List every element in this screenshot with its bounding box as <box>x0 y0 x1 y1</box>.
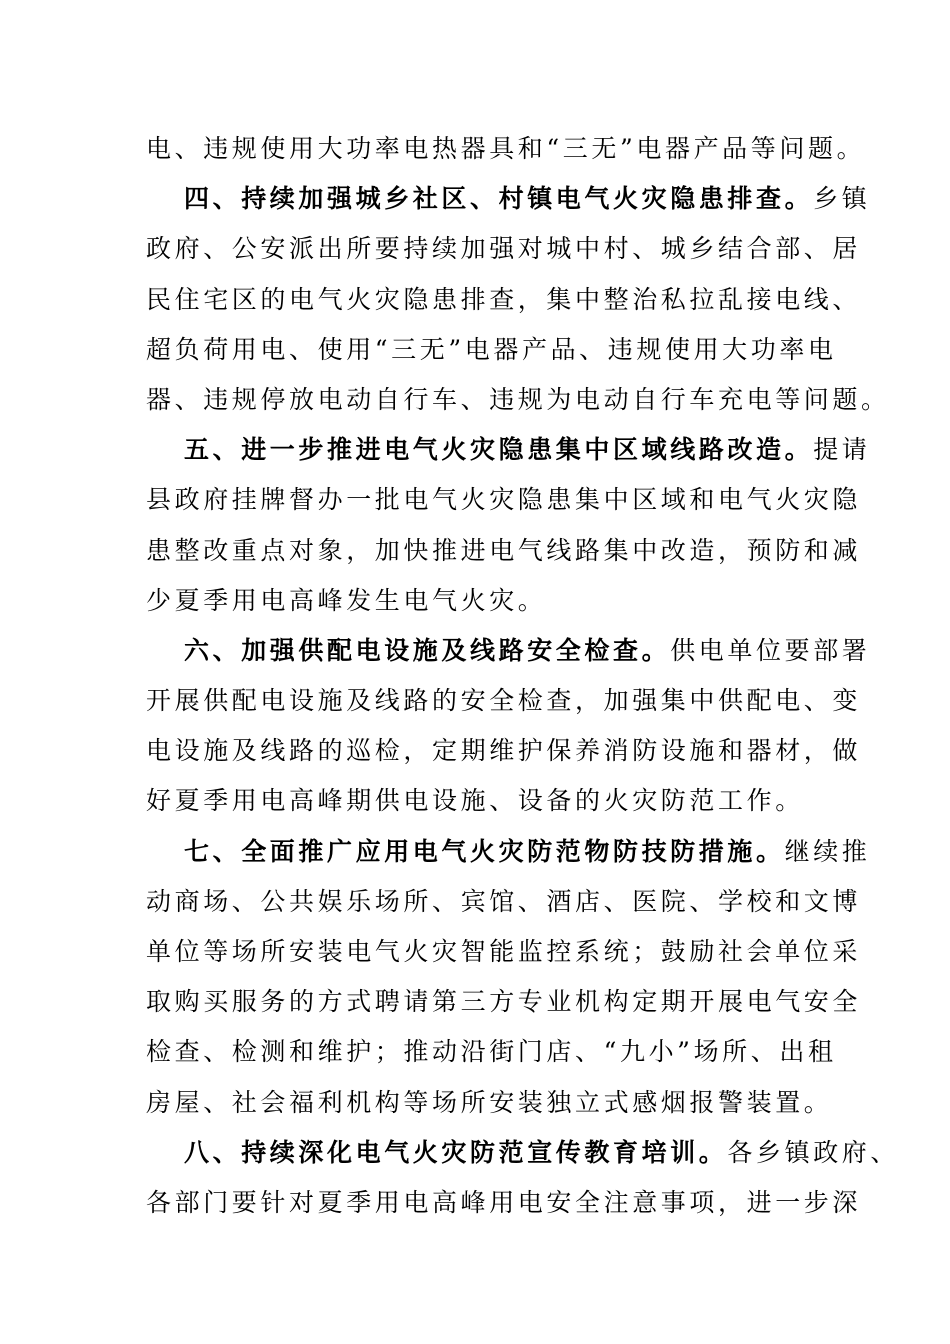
line-text: 政府、公安派出所要持续加强对城中村、城乡结合部、居 <box>146 234 862 264</box>
body-text-line <box>146 776 826 826</box>
section-heading: 八、持续深化电气火灾防范宣传教育培训。 <box>184 1137 728 1167</box>
body-text-line <box>146 927 862 977</box>
body-text-line <box>146 475 862 525</box>
body-text-line <box>146 224 862 274</box>
body-text-line <box>146 1027 837 1077</box>
line-text: 器、违规停放电动自行车、违规为电动自行车充电等问题。 <box>146 384 890 414</box>
body-text-line <box>146 877 862 927</box>
line-text: 好夏季用电高峰期供电设施、设备的火灾防范工作。 <box>146 786 804 816</box>
body-text-line <box>146 1078 833 1128</box>
line-text: 超负荷用电、使用“三无”电器产品、违规使用大功率电 <box>146 334 837 364</box>
body-text-line <box>146 275 862 325</box>
section-heading-line <box>146 827 871 877</box>
line-text: 乡镇 <box>813 184 871 214</box>
line-text: 开展供配电设施及线路的安全检查，加强集中供配电、变 <box>146 686 862 716</box>
line-text: 电设施及线路的巡检，定期维护保养消防设施和器材，做 <box>146 736 862 766</box>
line-text: 检查、检测和维护；推动沿街门店、“九小”场所、出租 <box>146 1037 837 1067</box>
section-heading: 六、加强供配电设施及线路安全检查。 <box>184 635 671 665</box>
line-text: 民住宅区的电气火灾隐患排查，集中整治私拉乱接电线、 <box>146 284 862 314</box>
section-heading-line <box>146 1128 900 1178</box>
section-heading-line <box>146 174 871 224</box>
document-body <box>146 124 900 1228</box>
line-text: 房屋、社会福利机构等场所安装独立式感烟报警装置。 <box>146 1087 833 1117</box>
body-text-line <box>146 526 862 576</box>
body-text-line <box>146 124 866 174</box>
body-text-line <box>146 726 862 776</box>
line-text: 单位等场所安装电气火灾智能监控系统；鼓励社会单位采 <box>146 937 862 966</box>
line-text: 动商场、公共娱乐场所、宾馆、酒店、医院、学校和文博 <box>146 886 862 916</box>
body-text-line <box>146 977 862 1027</box>
section-heading-line <box>146 425 871 475</box>
line-text: 少夏季用电高峰发生电气火灾。 <box>146 585 547 615</box>
section-heading: 七、全面推广应用电气火灾防范物防技防措施。 <box>184 836 785 866</box>
line-text: 患整改重点对象，加快推进电气线路集中改造，预防和减 <box>146 535 862 565</box>
body-text-line <box>146 1178 862 1228</box>
line-text: 提请 <box>813 435 871 465</box>
body-text-line <box>146 576 826 626</box>
line-text: 各乡镇政府、 <box>727 1137 900 1167</box>
line-text: 取购买服务的方式聘请第三方专业机构定期开展电气安全 <box>146 987 862 1017</box>
section-heading-line <box>146 626 871 676</box>
section-heading: 四、持续加强城乡社区、村镇电气火灾隐患排查。 <box>184 184 814 214</box>
line-text: 各部门要针对夏季用电高峰用电安全注意事项，进一步深 <box>146 1187 862 1217</box>
line-text: 供电单位要部署 <box>670 635 871 665</box>
body-text-line <box>146 375 890 425</box>
section-heading: 五、进一步推进电气火灾隐患集中区域线路改造。 <box>184 435 814 465</box>
line-text: 县政府挂牌督办一批电气火灾隐患集中区域和电气火灾隐 <box>146 485 862 515</box>
body-text-line <box>146 676 862 726</box>
line-text: 继续推 <box>784 836 871 866</box>
body-text-line <box>146 325 837 375</box>
line-text: 电、违规使用大功率电热器具和“三无”电器产品等问题。 <box>146 134 866 163</box>
